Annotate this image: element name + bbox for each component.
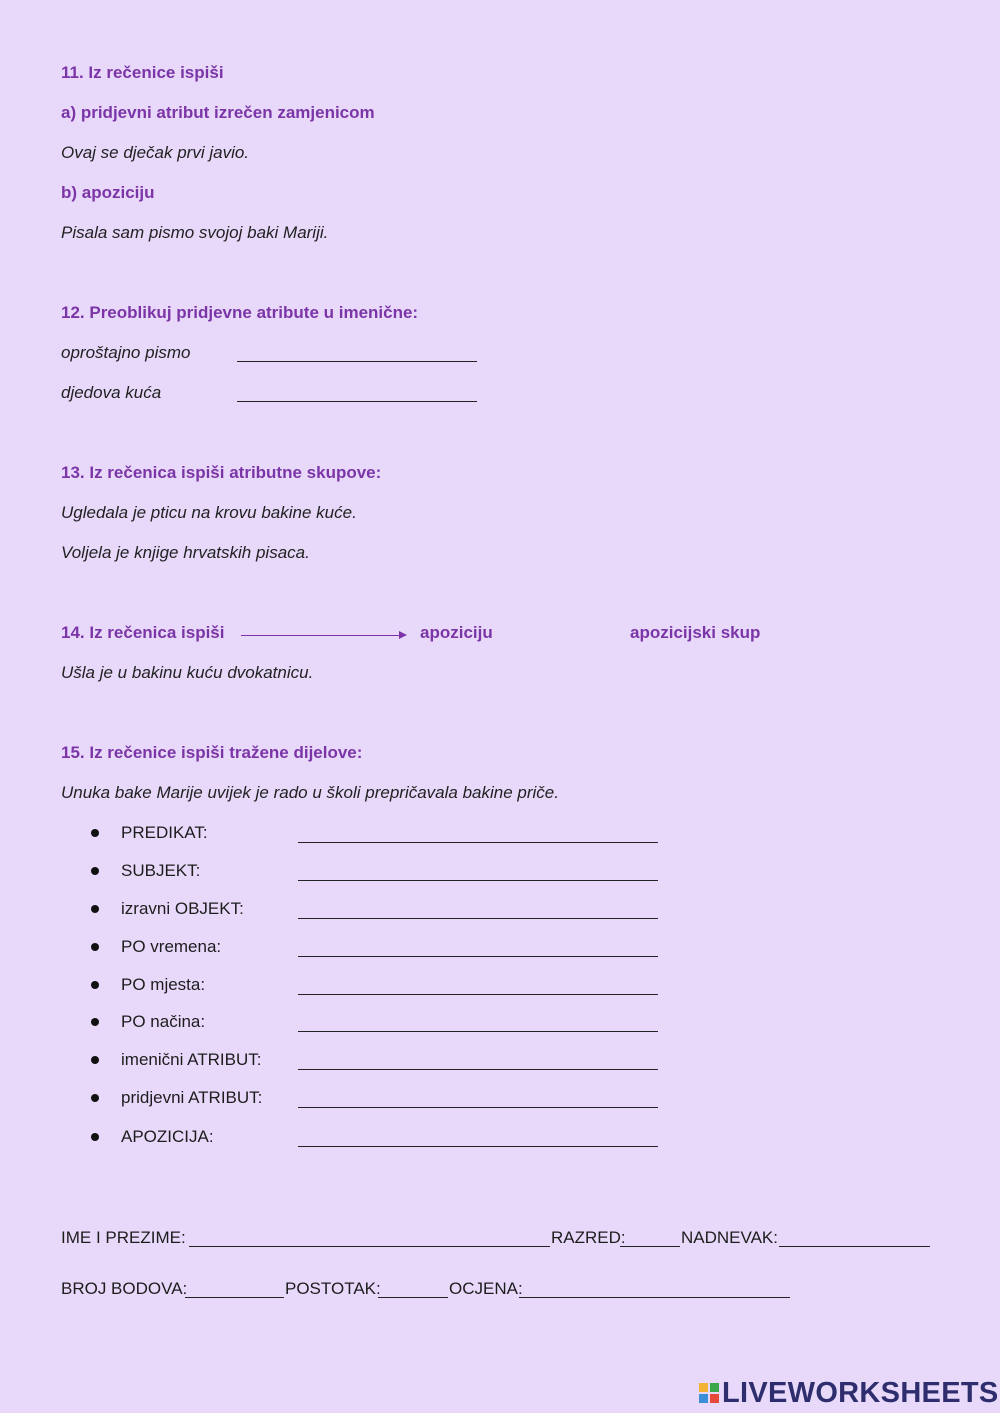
bullet <box>91 1056 99 1064</box>
q14-sentence: Ušla je u bakinu kuću dvokatnicu. <box>61 663 314 682</box>
q15-item-label: izravni OBJEKT: <box>121 899 244 918</box>
q15-sentence: Unuka bake Marije uvijek je rado u školi prepričavala bakine priče. <box>61 783 559 802</box>
q15-answer-blank[interactable] <box>298 842 658 843</box>
class-label: RAZRED: <box>551 1228 626 1247</box>
bullet <box>91 943 99 951</box>
q12-title: 12. Preoblikuj pridjevne atribute u imenične: <box>61 303 419 322</box>
grade-field[interactable] <box>519 1297 790 1298</box>
q15-answer-blank[interactable] <box>298 918 658 919</box>
q11-b-sentence: Pisala sam pismo svojoj baki Mariji. <box>61 223 329 242</box>
q15-item-label: APOZICIJA: <box>121 1127 214 1146</box>
name-label: IME I PREZIME: <box>61 1228 186 1247</box>
q12-answer-blank[interactable] <box>237 361 477 362</box>
q15-answer-blank[interactable] <box>298 994 658 995</box>
points-field[interactable] <box>185 1297 284 1298</box>
q15-item-label: imenični ATRIBUT: <box>121 1050 262 1069</box>
class-field[interactable] <box>620 1246 680 1247</box>
q15-answer-blank[interactable] <box>298 1107 658 1108</box>
q15-answer-blank[interactable] <box>298 880 658 881</box>
q15-title: 15. Iz rečenice ispiši tražene dijelove: <box>61 743 363 762</box>
percent-label: POSTOTAK: <box>285 1279 381 1298</box>
bullet <box>91 1018 99 1026</box>
q13-title: 13. Iz rečenica ispiši atributne skupove: <box>61 463 382 482</box>
q11-title: 11. Iz rečenice ispiši <box>61 63 224 82</box>
q13-sentence: Voljela je knjige hrvatskih pisaca. <box>61 543 310 562</box>
q14-option-apozicija[interactable]: apoziciju <box>420 623 493 642</box>
q15-answer-blank[interactable] <box>298 1069 658 1070</box>
q11-b-label: b) apoziciju <box>61 183 155 202</box>
bullet <box>91 981 99 989</box>
q15-item-label: PREDIKAT: <box>121 823 208 842</box>
q15-item-label: pridjevni ATRIBUT: <box>121 1088 263 1107</box>
q12-item: oproštajno pismo <box>61 343 191 362</box>
name-field[interactable] <box>189 1246 550 1247</box>
q15-answer-blank[interactable] <box>298 1031 658 1032</box>
bullet <box>91 1094 99 1102</box>
q14-title: 14. Iz rečenica ispiši <box>61 623 225 642</box>
q12-item: djedova kuća <box>61 383 162 402</box>
q15-answer-blank[interactable] <box>298 1146 658 1147</box>
q13-sentence: Ugledala je pticu na krovu bakine kuće. <box>61 503 357 522</box>
bullet <box>91 867 99 875</box>
percent-field[interactable] <box>378 1297 448 1298</box>
q14-option-apozicijski-skup[interactable]: apozicijski skup <box>630 623 761 642</box>
q15-item-label: PO mjesta: <box>121 975 206 994</box>
q11-a-sentence: Ovaj se dječak prvi javio. <box>61 143 250 162</box>
liveworksheets-logo[interactable] <box>698 1378 999 1408</box>
q15-item-label: PO vremena: <box>121 937 222 956</box>
date-field[interactable] <box>779 1246 930 1247</box>
q11-a-label: a) pridjevni atribut izrečen zamjenicom <box>61 103 375 122</box>
q15-item-label: PO načina: <box>121 1012 206 1031</box>
liveworksheets-icon <box>698 1382 720 1404</box>
arrow-right-icon <box>241 635 401 636</box>
q12-answer-blank[interactable] <box>237 401 477 402</box>
grade-label: OCJENA: <box>449 1279 523 1298</box>
q15-item-label: SUBJEKT: <box>121 861 201 880</box>
bullet <box>91 905 99 913</box>
date-label: NADNEVAK: <box>681 1228 778 1247</box>
q15-answer-blank[interactable] <box>298 956 658 957</box>
bullet <box>91 1133 99 1141</box>
logo-text: LIVEWORKSHEETS <box>722 1377 999 1409</box>
points-label: BROJ BODOVA: <box>61 1279 188 1298</box>
bullet <box>91 829 99 837</box>
